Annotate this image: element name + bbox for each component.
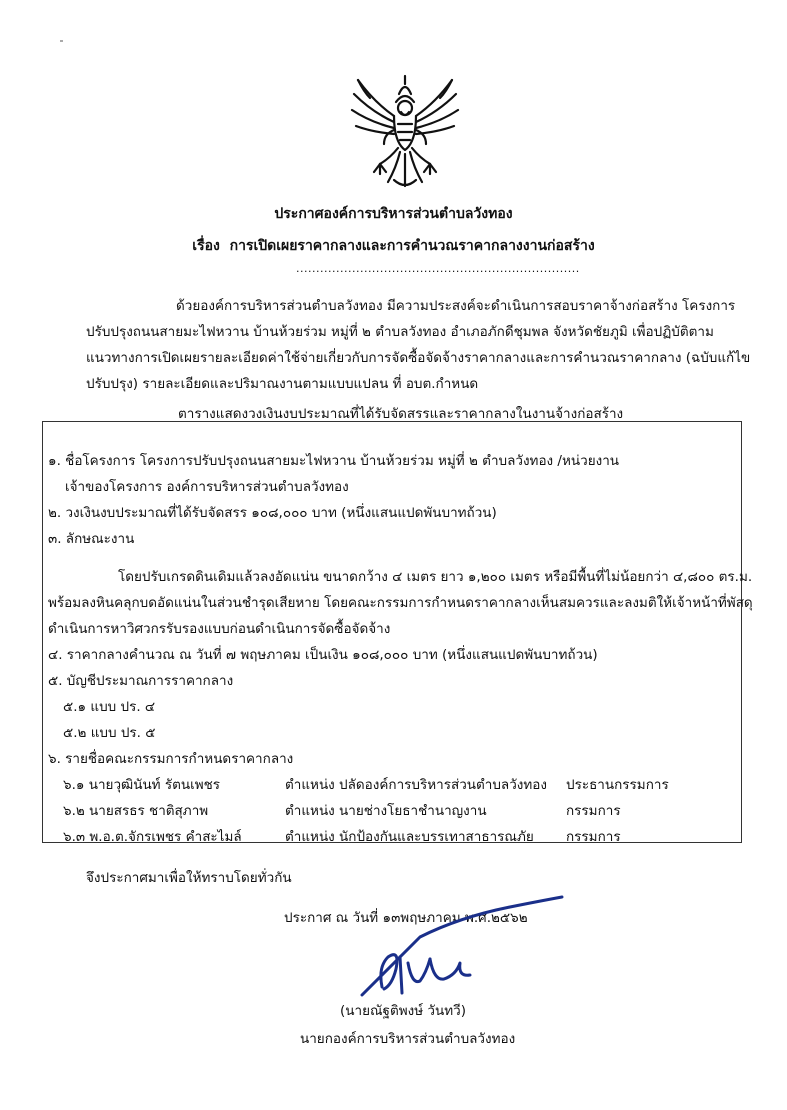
item-6: ๖. รายชื่อคณะกรรมการกำหนดราคากลาง <box>48 751 294 767</box>
item-1-line-1: ๑. ชื่อโครงการ โครงการปรับปรุงถนนสายมะไฟหวาน บ้านห้วยร่วม หมู่ที่ ๒ ตำบลวังทอง /หน่วยงาน <box>48 453 620 469</box>
work-description-line-3: ดำเนินการหาวิศวกรรับรองแบบก่อนดำเนินการจัดซื้อจัดจ้าง <box>48 621 391 637</box>
committee-member-2-position: ตำแหน่ง นายช่างโยธาชำนาญงาน <box>285 803 487 819</box>
committee-member-3-position: ตำแหน่ง นักป้องกันและบรรเทาสาธารณภัย <box>285 829 534 845</box>
item-5-2: ๕.๒ แบบ ปร. ๕ <box>63 725 156 741</box>
committee-member-1-role: ประธานกรรมการ <box>566 777 669 793</box>
signer-name: (นายณัฐติพงษ์ วันทวี) <box>340 1003 466 1019</box>
closing-statement: จึงประกาศมาเพื่อให้ทราบโดยทั่วกัน <box>86 870 292 886</box>
document-subject <box>0 235 787 257</box>
committee-member-1-name: ๖.๑ นายวุฒินันท์ รัตนเพชร <box>63 777 221 793</box>
handwritten-signature <box>360 897 565 1002</box>
announcement-date: ประกาศ ณ วันที่ ๑๓พฤษภาคม พ.ศ.๒๕๖๒ <box>284 910 528 926</box>
subject-text: การเปิดเผยราคากลางและการคำนวณราคากลางงานก่อสร้าง <box>229 238 595 254</box>
intro-line-3: แนวทางการเปิดเผยรายละเอียดค่าใช้จ่ายเกี่ยวกับการจัดซื้อจัดจ้างราคากลางและการคำนวณราคากลาง (ฉบับแก้ไข <box>86 350 751 366</box>
intro-line-1: ด้วยองค์การบริหารส่วนตำบลวังทอง มีความประสงค์จะดำเนินการสอบราคาจ้างก่อสร้าง โครงการ <box>176 298 736 314</box>
committee-member-1-position: ตำแหน่ง ปลัดองค์การบริหารส่วนตำบลวังทอง <box>285 777 547 793</box>
intro-line-2: ปรับปรุงถนนสายมะไฟหวาน บ้านห้วยร่วม หมู่ที่ ๒ ตำบลวังทอง อำเภอภักดีชุมพล จังหวัดชัยภูมิ เพื่อปฏิบัติตาม <box>86 324 714 340</box>
signer-title: นายกองค์การบริหารส่วนตำบลวังทอง <box>300 1031 516 1047</box>
committee-member-3-role: กรรมการ <box>566 829 621 845</box>
committee-member-2-role: กรรมการ <box>566 803 621 819</box>
garuda-emblem-icon <box>350 72 460 190</box>
item-1-line-2: เจ้าของโครงการ องค์การบริหารส่วนตำบลวังทอง <box>65 479 349 495</box>
committee-member-2-name: ๖.๒ นายสรธร ชาติสุภาพ <box>63 803 209 819</box>
table-caption: ตารางแสดงวงเงินงบประมาณที่ได้รับจัดสรรและราคากลางในงานจ้างก่อสร้าง <box>178 406 624 422</box>
document-title: ประกาศองค์การบริหารส่วนตำบลวังทอง <box>274 206 513 222</box>
item-3: ๓. ลักษณะงาน <box>48 531 135 547</box>
scan-speck <box>60 40 63 42</box>
intro-line-4: ปรับปรุง) รายละเอียดและปริมาณงานตามแบบแปลน ที่ อบต.กำหนด <box>86 376 479 392</box>
item-4: ๔. ราคากลางคำนวณ ณ วันที่ ๗ พฤษภาคม เป็นเงิน ๑๐๘,๐๐๐ บาท (หนึ่งแสนแปดพันบาทถ้วน) <box>48 647 598 663</box>
item-5: ๕. บัญชีประมาณการราคากลาง <box>48 673 234 689</box>
header-divider: ....................................................................... <box>296 262 580 275</box>
item-2: ๒. วงเงินงบประมาณที่ได้รับจัดสรร ๑๐๘,๐๐๐ บาท (หนึ่งแสนแปดพันบาทถ้วน) <box>48 505 497 521</box>
subject-label: เรื่อง <box>192 238 220 254</box>
work-description-line-1: โดยปรับเกรดดินเดิมแล้วลงอัดแน่น ขนาดกว้าง ๔ เมตร ยาว ๑,๒๐๐ เมตร หรือมีพื้นที่ไม่น้อยกว่า ๔,๘๐๐ ตร.ม. <box>118 569 753 585</box>
item-5-1: ๕.๑ แบบ ปร. ๔ <box>63 699 156 715</box>
committee-member-3-name: ๖.๓ พ.อ.ต.จักรเพชร คำสะไมล์ <box>63 829 242 845</box>
work-description-line-2: พร้อมลงหินคลุกบดอัดแน่นในส่วนชำรุดเสียหาย โดยคณะกรรมการกำหนดราคากลางเห็นสมควรและลงมติให้เจ้าหน้าที่พัสดุ <box>48 595 753 611</box>
